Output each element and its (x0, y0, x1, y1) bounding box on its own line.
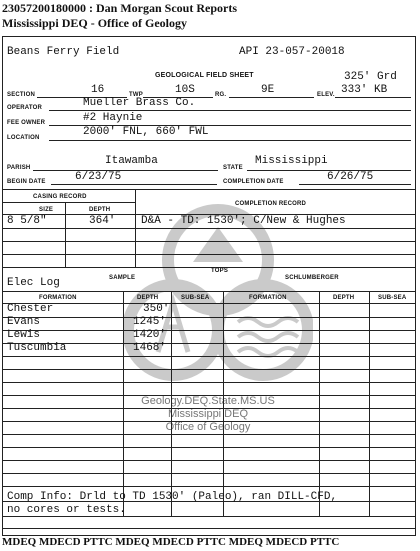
formation-header-right: FORMATION (249, 295, 287, 301)
depth-header-right: DEPTH (333, 295, 355, 301)
schlumberger-label: SCHLUMBERGER (285, 275, 339, 281)
range-value: 9E (261, 84, 275, 96)
comp-info-line-1: Comp Info: Drld to TD 1530' (Paleo), ran DILL-CFD, (7, 491, 338, 503)
tops-label: TOPS (211, 268, 229, 274)
top-depth-lewis: 1420' (133, 329, 167, 341)
ground-elevation: 325' Grd (344, 71, 397, 83)
begin-date-value: 6/23/75 (75, 171, 122, 183)
api-number: API 23-057-20018 (239, 46, 345, 58)
watermark-office: Office of Geology (165, 421, 251, 433)
parish-label: PARISH (7, 165, 31, 171)
completion-date-value: 6/26/75 (327, 171, 374, 183)
sample-label: SAMPLE (109, 275, 136, 281)
report-subtitle: Mississippi DEQ - Office of Geology (2, 16, 187, 30)
location-label: LOCATION (7, 135, 40, 141)
top-formation-chester: Chester (7, 303, 54, 315)
operator-label: OPERATOR (7, 105, 43, 111)
fee-owner-value: #2 Haynie (83, 112, 143, 124)
completion-date-label: COMPLETION DATE (223, 179, 284, 185)
casing-record-label: CASING RECORD (33, 194, 87, 200)
subsea-header-right: SUB-SEA (378, 295, 407, 301)
casing-size-value: 8 5/8" (7, 215, 47, 227)
formation-header-left: FORMATION (39, 295, 77, 301)
parish-value: Itawamba (105, 155, 158, 167)
top-depth-chester: 350' (143, 303, 170, 315)
elevation-label: ELEV. (317, 92, 335, 98)
casing-depth-value: 364' (89, 215, 116, 227)
casing-size-header: SIZE (39, 207, 54, 213)
township-value: 10S (175, 84, 195, 96)
field-sheet-card (2, 36, 416, 536)
state-value: Mississippi (255, 155, 328, 167)
range-label: RG. (215, 92, 227, 98)
location-value: 2000' FNL, 660' FWL (83, 126, 209, 138)
township-label: TWP (129, 92, 143, 98)
completion-record-value: D&A - TD: 1530'; C/New & Hughes (141, 215, 346, 227)
top-formation-evans: Evans (7, 316, 41, 328)
elec-log-label: Elec Log (7, 277, 60, 289)
completion-record-label: COMPLETION RECORD (235, 201, 307, 207)
begin-date-label: BEGIN DATE (7, 179, 46, 185)
state-label: STATE (223, 165, 243, 171)
section-label: SECTION (7, 92, 36, 98)
field-name: Beans Ferry Field (7, 46, 120, 58)
top-depth-tuscumbia: 1468' (133, 342, 167, 354)
top-depth-evans: 1245' (133, 316, 167, 328)
section-value: 16 (91, 84, 105, 96)
depth-header-left: DEPTH (137, 295, 159, 301)
fee-owner-label: FEE OWNER (7, 120, 46, 126)
operator-value: Mueller Brass Co. (83, 97, 196, 109)
top-formation-lewis: Lewis (7, 329, 41, 341)
kb-elevation: 333' KB (341, 84, 388, 96)
watermark-url: Geology.DEQ.State.MS.US (141, 395, 275, 407)
watermark-agency: Mississippi DEQ (167, 408, 249, 420)
report-title: 23057200180000 : Dan Morgan Scout Reports (2, 1, 237, 15)
sheet-title: GEOLOGICAL FIELD SHEET (155, 72, 254, 79)
subsea-header-left: SUB-SEA (181, 295, 210, 301)
casing-depth-header: DEPTH (89, 207, 111, 213)
footer-agencies: MDEQ MDECD PTTC MDEQ MDECD PTTC MDEQ MDECD PTTC (2, 536, 340, 548)
comp-info-line-2: no cores or tests. (7, 504, 126, 516)
top-formation-tuscumbia: Tuscumbia (7, 342, 67, 354)
